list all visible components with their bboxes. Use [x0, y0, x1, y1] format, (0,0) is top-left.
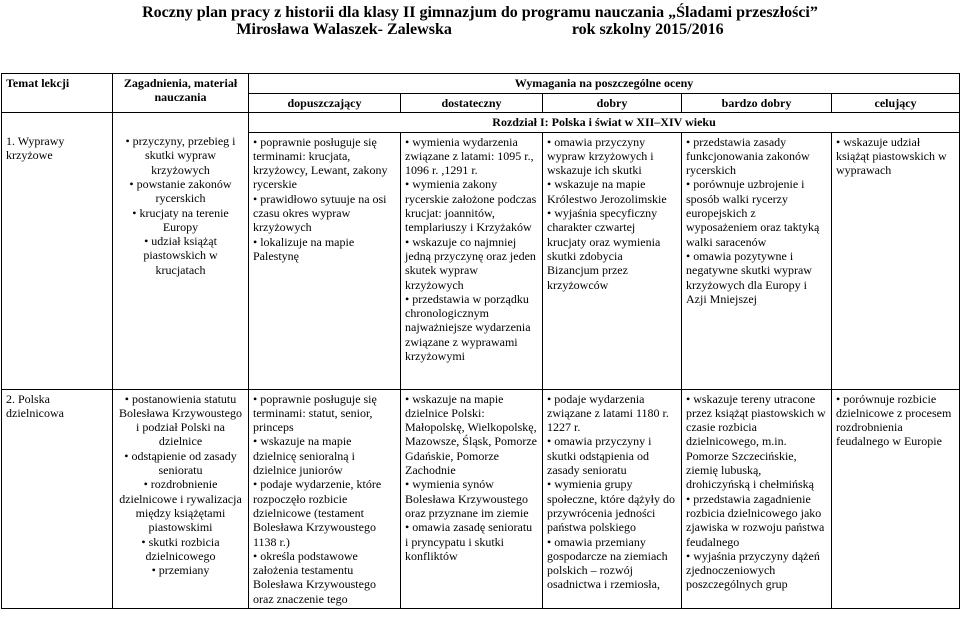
- grade-cell-dopuszczajacy: [249, 132, 401, 389]
- list-item: • przyczyny, przebieg i skutki wypraw krzyżowych: [117, 134, 244, 177]
- list-item: • omawia przyczyny i skutki odstąpienia od zasady senioratu: [547, 434, 677, 477]
- list-item: • odstąpienie od zasady senioratu: [117, 449, 244, 478]
- author-name: Mirosława Walaszek- Zalewska: [236, 21, 452, 38]
- list-item: • wskazuje na mapie dzielnicę senioralną i dzielnice juniorów: [253, 434, 396, 477]
- list-item: • porównuje uzbrojenie i sposób walki rycerzy europejskich z wyposażeniem oraz taktyką walki saracenów: [686, 177, 827, 248]
- table-row: [2, 389, 960, 608]
- grade-cell-bardzo-dobry: [682, 389, 832, 608]
- list-item: • wyjaśnia specyficzny charakter czwartej krucjaty oraz wymienia skutki zdobycia Bizancjum przez krzyżowców: [547, 206, 677, 292]
- grade-cell-dostateczny: [401, 132, 543, 389]
- list-item: • wymienia wydarzenia związane z latami: 1095 r., 1096 r. ,1291 r.: [405, 135, 538, 178]
- grade-header: dostateczny: [401, 94, 543, 113]
- list-item: • poprawnie posługuje się terminami: krucjata, krzyżowcy, Lewant, zakony rycerskie: [253, 135, 396, 192]
- list-item: • omawia przemiany gospodarcze na ziemiach polskich – rozwój osadnictwa i rzemiosła,: [547, 535, 677, 592]
- header-topic: Temat lekcji: [2, 74, 113, 113]
- list-item: • postanowienia statutu Bolesława Krzywoustego i podział Polski na dzielnice: [117, 392, 244, 449]
- issues-cell: [113, 389, 249, 608]
- list-item: • poprawnie posługuje się terminami: statut, senior, princeps: [253, 392, 396, 435]
- grade-cell-celujacy: [832, 132, 960, 389]
- grade-cell-celujacy: [832, 389, 960, 608]
- table-row: [2, 132, 960, 389]
- document-subtitle: [0, 20, 960, 40]
- school-year: rok szkolny 2015/2016: [571, 21, 724, 38]
- grade-cell-dobry: [543, 389, 682, 608]
- grade-header: celujący: [832, 94, 960, 113]
- list-item: • rozdrobnienie dzielnicowe i rywalizacja między książętami piastowskimi: [117, 477, 244, 534]
- list-item: • wskazuje na mapie Królestwo Jerozolimskie: [547, 177, 677, 206]
- topic-cell: 2. Polska dzielnicowa: [2, 389, 113, 608]
- list-item: • powstanie zakonów rycerskich: [117, 177, 244, 206]
- grade-header: dobry: [543, 94, 682, 113]
- list-item: • przemiany: [117, 563, 244, 577]
- grade-cell-dobry: [543, 132, 682, 389]
- list-item: • wymienia synów Bolesława Krzywoustego oraz przyznane im ziemie: [405, 477, 538, 520]
- list-item: • skutki rozbicia dzielnicowego: [117, 535, 244, 564]
- grade-header: dopuszczający: [249, 94, 401, 113]
- list-item: • porównuje rozbicie dzielnicowe z procesem rozdrobnienia feudalnego w Europie: [836, 392, 955, 449]
- list-item: • przedstawia w porządku chronologicznym najważniejsze wydarzenia związane z wyprawami krzyżowymi: [405, 292, 538, 363]
- topic-cell: 1. Wyprawy krzyżowe: [2, 132, 113, 389]
- list-item: • wskazuje co najmniej jedną przyczynę oraz jeden skutek wypraw krzyżowych: [405, 235, 538, 292]
- list-item: • podaje wydarzenie, które rozpoczęło rozbicie dzielnicowe (testament Bolesława Krzywoustego 1138 r.): [253, 477, 396, 548]
- grade-header: bardzo dobry: [682, 94, 832, 113]
- list-item: • wymienia zakony rycerskie założone podczas krucjat: joannitów, templariuszy i Krzyżaków: [405, 177, 538, 234]
- list-item: • wskazuje udział książąt piastowskich w wyprawach: [836, 135, 955, 178]
- curriculum-table: [1, 73, 960, 609]
- list-item: • wyjaśnia przyczyny dążeń zjednoczeniowych poszczególnych grup: [686, 549, 827, 592]
- section-heading: Rozdział I: Polska i świat w XII–XIV wieku: [249, 113, 960, 132]
- list-item: • przedstawia zasady funkcjonowania zakonów rycerskich: [686, 135, 827, 178]
- list-item: • lokalizuje na mapie Palestynę: [253, 235, 396, 264]
- list-item: • omawia pozytywne i negatywne skutki wypraw krzyżowych dla Europy i Azji Mniejszej: [686, 249, 827, 306]
- header-issues: Zagadnienia, materiał nauczania: [113, 74, 249, 113]
- list-item: • wskazuje na mapie dzielnice Polski: Małopolskę, Wielkopolskę, Mazowsze, Śląsk, Pomorze Gdańskie, Pomorze Zachodnie: [405, 392, 538, 478]
- document-title: Roczny plan pracy z historii dla klasy II gimnazjum do programu nauczania „Śladami przeszłości”: [142, 4, 818, 21]
- header-requirements: Wymagania na poszczególne oceny: [249, 74, 960, 94]
- list-item: • udział książąt piastowskich w krucjatach: [117, 234, 244, 277]
- list-item: • wskazuje tereny utracone przez książąt piastowskich w czasie rozbicia dzielnicowego, m.in. Pomorze Szczecińskie, ziemię lubuską, drohiczyńską i chełmińską: [686, 392, 827, 492]
- list-item: • krucjaty na terenie Europy: [117, 206, 244, 235]
- list-item: • omawia przyczyny wypraw krzyżowych i wskazuje ich skutki: [547, 135, 677, 178]
- grade-cell-dopuszczajacy: [249, 389, 401, 608]
- list-item: • prawidłowo sytuuje na osi czasu okres wypraw krzyżowych: [253, 192, 396, 235]
- issues-cell: [113, 132, 249, 389]
- list-item: • wymienia grupy społeczne, które dążyły do przywrócenia jedności państwa polskiego: [547, 477, 677, 534]
- list-item: • określa podstawowe założenia testamentu Bolesława Krzywoustego oraz znaczenie tego: [253, 549, 396, 606]
- list-item: • omawia zasadę senioratu i pryncypatu i skutki konfliktów: [405, 520, 538, 563]
- grade-cell-bardzo-dobry: [682, 132, 832, 389]
- grade-cell-dostateczny: [401, 389, 543, 608]
- list-item: • podaje wydarzenia związane z latami 1180 r. 1227 r.: [547, 392, 677, 435]
- list-item: • przedstawia zagadnienie rozbicia dzielnicowego jako zjawiska w rozwoju państwa feudalnego: [686, 492, 827, 549]
